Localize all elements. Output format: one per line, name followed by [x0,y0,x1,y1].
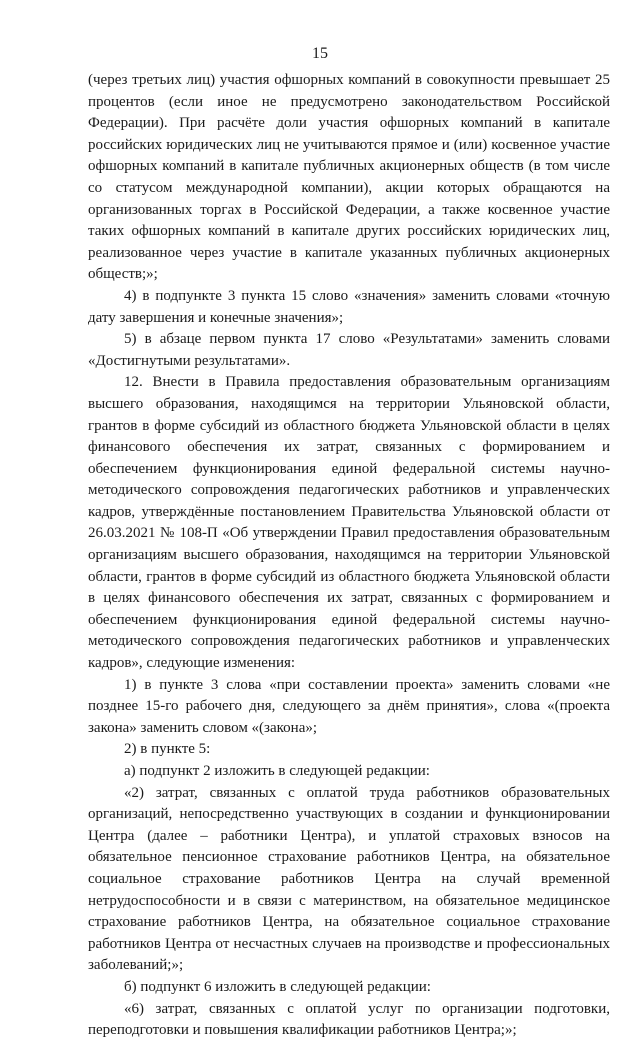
paragraph-item-5: 5) в абзаце первом пункта 17 слово «Результатами» заменить словами «Достигнутыми результатами». [88,331,610,369]
paragraph-offshore-participation: (через третьих лиц) участия офшорных компаний в совокупности превышает 25 процентов (если иное не предусмотрено законодательством Российской Федерации). При расчёте доли участия офшорных компаний в капитале российских юридических лиц не учитываются прямое и (или) косвенное участие офшорных компаний в капитале публичных акционерных обществ (в том числе со статусом международной компании), акции которых обращаются на организованных торгах в Российской Федерации, а также косвенное участие таких офшорных компаний в капитале других российских юридических лиц, реализованное через участие в капитале указанных публичных акционерных обществ;»; [88,72,610,283]
paragraph-subitem-a: а) подпункт 2 изложить в следующей редакции: [124,763,430,779]
paragraph-change-1: 1) в пункте 3 слова «при составлении проекта» заменить словами «не позднее 15-го рабочего дня, следующего за днём принятия», слова «(проекта закона» заменить словом «(закона»; [88,676,610,736]
paragraph-item-4: 4) в подпункте 3 пункта 15 слово «значения» заменить словами «точную дату завершения и конечные значения»; [88,287,610,326]
paragraph-section-12: 12. Внести в Правила предоставления образовательным организациям высшего образования, находящимся на территории Ульяновской области, грантов в форме субсидий из областного бюджета Ульяновской области в целях финансового обеспечения их затрат, связанных с формированием и обеспечением функционирования единой федеральной системы научно-методического сопровождения педагогических работников и управленческих кадров, утверждённые постановлением Правительства Ульяновской области от 26.03.2021 № 108-П «Об утверждении Правил предоставления образовательным организациям высшего образования, находящимся на территории Ульяновской области, грантов в форме субсидий из областного бюджета Ульяновской области в целях финансового обеспечения их затрат, связанных с формированием и обеспечением функционирования единой федеральной системы научно-методического сопровождения педагогических работников и управленческих кадров», следующие изменения: [88,374,610,672]
paragraph-change-2: 2) в пункте 5: [124,741,211,758]
paragraph-subitem-b: б) подпункт 6 изложить в следующей редакции: [124,978,431,995]
paragraph-subitem-a-text: «2) затрат, связанных с оплатой труда работников образовательных организаций, непосредственно участвующих в создании и функционировании Центра (далее – работники Центра), и уплатой страховых взносов на обязательное пенсионное страхование работников Центра, на обязательное социальное страхование работников Центра на случай временной нетрудоспособности и в связи с материнством, на обязательное медицинское страхование работников Центра, на обязательное социальное страхование работников Центра от несчастных случаев на производстве и профессиональных заболеваний;»; [88,784,610,974]
page-number: 15 [312,45,328,62]
document-body [88,70,610,1042]
paragraph-subitem-b-text: «6) затрат, связанных с оплатой услуг по организации подготовки, переподготовки и повышения квалификации работников Центра;»; [88,1000,610,1039]
